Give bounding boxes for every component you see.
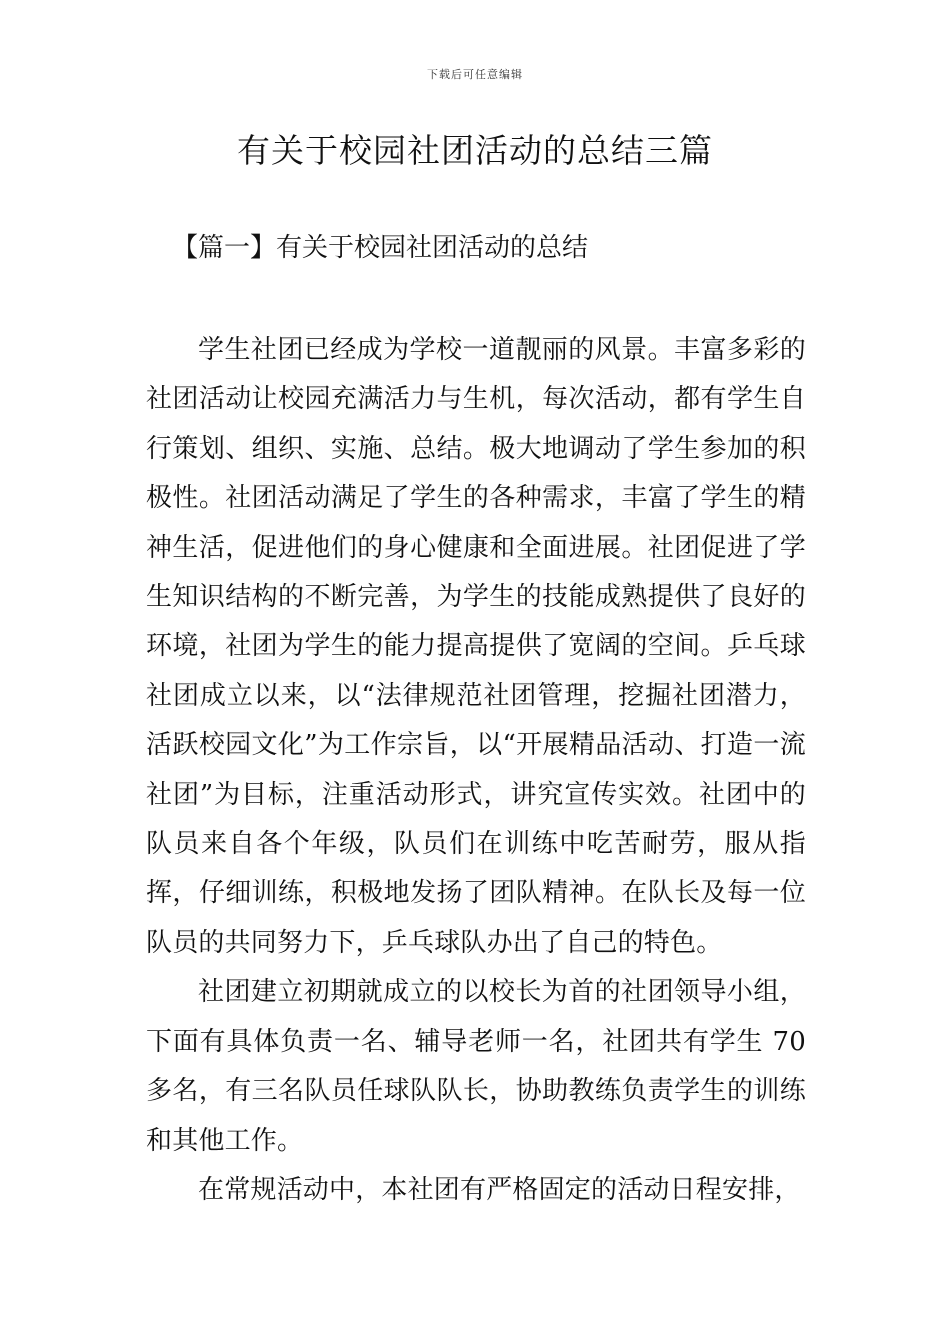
header-note: 下载后可任意编辑 (427, 68, 523, 81)
document-title: 有关于校园社团活动的总结三篇 (237, 131, 713, 170)
section-heading: 【篇一】有关于校园社团活动的总结 (172, 233, 589, 263)
body-text (146, 326, 806, 1215)
paragraph-2: 社团建立初期就成立的以校长为首的社团领导小组，下面有具体负责一名、辅导老师一名，社团共有学生 70 多名，有三名队员任球队队长，协助教练负责学生的训练和其他工作。 (146, 977, 806, 1156)
paragraph-3: 在常规活动中，本社团有严格固定的活动日程安排， (198, 1174, 801, 1205)
paragraph-1: 学生社团已经成为学校一道靓丽的风景。丰富多彩的社团活动让校园充满活力与生机，每次活动，都有学生自行策划、组织、实施、总结。极大地调动了学生参加的积极性。社团活动满足了学生的各种需求，丰富了学生的精神生活，促进他们的身心健康和全面进展。社团促进了学生知识结构的不断完善，为学生的技能成熟提供了良好的环境，社团为学生的能力提高提供了宽阔的空间。乒乓球社团成立以来，以“法律规范社团管理，挖掘社团潜力，活跃校园文化”为工作宗旨，以“开展精品活动、打造一流社团”为目标，注重活动形式，讲究宣传实效。社团中的队员来自各个年级，队员们在训练中吃苦耐劳，服从指挥，仔细训练，积极地发扬了团队精神。在队长及每一位队员的共同努力下，乒乓球队办出了自己的特色。 (146, 335, 806, 958)
